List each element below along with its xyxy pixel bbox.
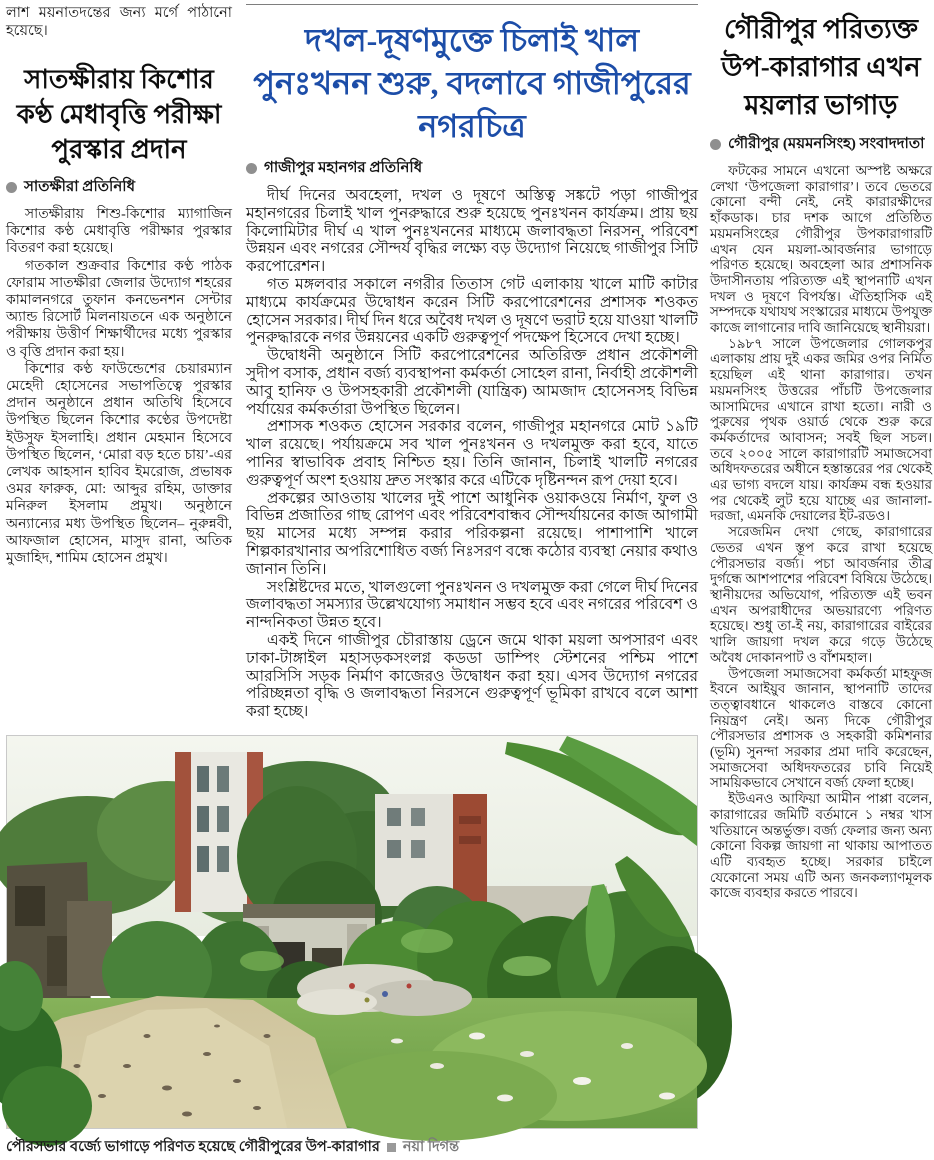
articles-row xyxy=(6,4,700,721)
byline-bullet-icon xyxy=(6,182,17,193)
paragraph: ফটকের সামনে এখনো অস্পষ্ট অক্ষরে লেখা ‘উপজেলা কারাগার’। তবে ভেতরে কোনো বন্দী নেই, নেই কারারক্ষীদের হাঁকডাক। চার দশক আগে প্রতিষ্ঠিত ময়মনসিংহের গৌরীপুর উপকারাগারটি এখন যেন ময়লা-আবর্জনার ভাগাড়ে পরিণত হয়েছে। অবহেলা আর প্রশাসনিক উদাসীনতায় পরিত্যক্ত এই স্থাপনাটি এখন দখল ও দূষণে বিপর্যস্ত। ঐতিহাসিক এই সম্পদকে যথাযথ সংস্কারের মাধ্যমে উপযুক্ত কাজে লাগানোর দাবি জানিয়েছে স্থানীয়রা। xyxy=(710,163,932,336)
satkhira-body xyxy=(6,206,232,567)
paragraph: উপজেলা সমাজসেবা কর্মকর্তা মাহফুজ ইবনে আইয়ুব জানান, স্থাপনাটি তাদের তত্ত্বাবধানে থাকলেও বাস্তবে কোনো নিয়ন্ত্রণ নেই। অন্য দিকে গৌরীপুর পৌরসভার প্রশাসক ও সহকারী কমিশনার (ভূমি) সুনন্দা সরকার প্রমা দাবি করেছেন, সমাজসেবা অধিদফতরের চাবি নিয়েই সাময়িকভাবে সেখানে বর্জ্য ফেলা হচ্ছে। xyxy=(710,665,932,791)
satkhira-headline: সাতক্ষীরায় কিশোর কণ্ঠ মেধাবৃত্তি পরীক্ষা পুরস্কার প্রদান xyxy=(16,65,222,164)
paragraph: ১৯৮৭ সালে উপজেলার গোলকপুর এলাকায় প্রায় দুই একর জমির ওপর নির্মিত হয়েছিল এই থানা কারাগার। তখন ময়মনসিংহ উত্তরের পাঁচটি উপজেলার আসামিদের এখানে রাখা হতো। নারী ও পুরুষের পৃথক ওয়ার্ড থেকে শুরু করে কর্মকর্তাদের আবাসন; সবই ছিল সচল। তবে ২০০৫ সালে কারাগারটি সমাজসেবা অধিদফতরের অধীনে হস্তান্তরের পর থেকেই এর ভাগ্য বদলে যায়। কার্যক্রম বন্ধ হওয়ার পর থেকেই লুট হয়ে যাচ্ছে এর জানালা-দরজা, এমনকি দেয়ালের ইট-রডও। xyxy=(710,335,932,524)
article-gouripur xyxy=(710,4,932,1160)
paragraph: সরেজমিন দেখা গেছে, কারাগারের ভেতর এখন স্তূপ করে রাখা হয়েছে পৌরসভার বর্জ্য। পচা আবর্জনার তীব্র দুর্গন্ধে আশপাশের পরিবেশ বিষিয়ে উঠেছে। স্থানীয়দের অভিযোগ, পরিত্যক্ত এই ভবন এখন অপরাধীদের অভয়ারণ্যে পরিণত হয়েছে। শুধু তা-ই নয়, কারাগারের বাইরের খালি জায়গা দখল করে গড়ে উঠেছে অবৈধ দোকানপাট ও বাঁশমহাল। xyxy=(710,524,932,665)
gouripur-body xyxy=(710,163,932,901)
paragraph: প্রশাসক শওকত হোসেন সরকার বলেন, গাজীপুর মহানগরে মোট ১৯টি খাল রয়েছে। পর্যায়ক্রমে সব খাল পুনঃখনন ও দখলমুক্ত করা হবে, যাতে পানির স্বাভাবিক প্রবাহ নিশ্চিত হয়। তিনি জানান, চিলাই খালটি নগরের গুরুত্বপূর্ণ অংশ হওয়ায় দ্রুত সংস্কার করে এটিকে দৃষ্টিনন্দন রূপ দেয়া হবে। xyxy=(246,418,698,489)
photo-caption-text: পৌরসভার বর্জ্যে ভাগাড়ে পরিণত হয়েছে গৌরীপুরের উপ-কারাগার xyxy=(6,1138,380,1155)
previous-article-tail: লাশ ময়নাতদন্তের জন্য মর্গে পাঠানো হয়েছে। xyxy=(6,5,232,39)
byline-bullet-icon xyxy=(246,163,257,174)
news-photo xyxy=(6,735,698,1129)
byline-label: গৌরীপুর (ময়মনসিংহ) সংবাদদাতা xyxy=(728,136,925,152)
article-satkhira xyxy=(6,4,232,721)
byline-bullet-icon xyxy=(710,139,721,150)
byline-label: সাতক্ষীরা প্রতিনিধি xyxy=(24,179,135,195)
byline-label: গাজীপুর মহানগর প্রতিনিধি xyxy=(264,160,423,176)
photo-caption xyxy=(6,1136,700,1160)
gouripur-headline: গৌরীপুর পরিত্যক্ত উপ-কারাগার এখন ময়লার ভাগাড় xyxy=(721,14,921,120)
article-chilai-khal xyxy=(246,4,698,721)
paragraph: সাতক্ষীরায় শিশু-কিশোর ম্যাগাজিন কিশোর কণ্ঠ মেধাবৃত্তি পরীক্ষার পুরস্কার বিতরণ করা হয়েছে। xyxy=(6,207,232,257)
paragraph: কিশোর কণ্ঠ ফাউন্ডেশের চেয়ারম্যান মেহেদী হোসেনের সভাপতিত্বে পুরস্কার প্রদান অনুষ্ঠানে প্রধান অতিথি হিসেবে উপস্থিত ছিলেন কিশোর কণ্ঠের উপদেষ্টা ইউসুফ ইসলাহি। প্রধান মেহমান হিসেবে উপস্থিত ছিলেন, ‘মোরা বড় হতে চায়’-এর লেখক আহসান হাবিব ইমরোজ, প্রভাষক ওমর ফারুক, মো: আব্দুর রহিম, ডাক্তার মনিরুল ইসলাম প্রমুখ। অনুষ্ঠানে অন্যান্যের মধ্য উপস্থিত ছিলেন– নুরুন্নবী, আফজাল হোসেন, মাসুদ রানা, অতিক মুজাহিদ, শামিম হোসেন প্রমুখ। xyxy=(6,361,232,567)
paragraph: দীর্ঘ দিনের অবহেলা, দখল ও দূষণে অস্তিত্ব সঙ্কটে পড়া গাজীপুর মহানগরের চিলাই খাল পুনরুদ্ধারে শুরু হয়েছে পুনঃখনন কার্যক্রম। প্রায় ছয় কিলোমিটার দীর্ঘ এ খাল পুনঃখননের মাধ্যমে জলাবদ্ধতা নিরসন, পরিবেশ উন্নয়ন এবং নগরের সৌন্দর্য বৃদ্ধির লক্ষ্যে বড় উদ্যোগ নিয়েছে গাজীপুর সিটি করপোরেশন। xyxy=(246,187,698,276)
news-photo-block xyxy=(6,735,700,1160)
abandoned-jail-photo-illustration xyxy=(7,736,697,1128)
satkhira-byline xyxy=(6,175,232,200)
main-body xyxy=(246,187,698,721)
paragraph: প্রকল্পের আওতায় খালের দুই পাশে আধুনিক ওয়াকওয়ে নির্মাণ, ফুল ও বিভিন্ন প্রজাতির গাছ রোপণ এবং পরিবেশবান্ধব সৌন্দর্যায়নের কাজ আগামী ছয় মাসের মধ্যে সম্পন্ন করার পরিকল্পনা রয়েছে। পাশাপাশি খালে শিল্পকারখানার অপরিশোধিত বর্জ্য নিঃসরণ বন্ধে কঠোর ব্যবস্থা নেয়ার কথাও জানান তিনি। xyxy=(246,489,698,578)
gouripur-byline xyxy=(710,132,932,157)
paragraph: গত মঙ্গলবার সকালে নগরীর তিতাস গেট এলাকায় খালে মাটি কাটার মাধ্যমে কার্যক্রমের উদ্বোধন করেন সিটি করপোরেশনের প্রশাসক শওকত হোসেন সরকার। দীর্ঘ দিন ধরে অবৈধ দখল ও দূষণে ভরাট হয়ে যাওয়া খালটি পুনরুদ্ধারকে নগর উন্নয়নের একটি গুরুত্বপূর্ণ পদক্ষেপ হিসেবে দেখা হচ্ছে। xyxy=(246,275,698,347)
main-headline: দখল-দূষণমুক্তে চিলাই খাল পুনঃখনন শুরু, বদলাবে গাজীপুরের নগরচিত্র xyxy=(253,22,691,144)
paragraph: গতকাল শুক্রবার কিশোর কণ্ঠ পাঠক ফোরাম সাতক্ষীরা জেলার উদ্যোগ শহরের কামালনগরে তুফান কনভেনশন সেন্টার অ্যান্ড রিসোর্ট মিলনায়তনে এক অনুষ্ঠানে পরীক্ষায় উত্তীর্ণ শিক্ষার্থীদের মধ্যে পুরস্কার ও বৃত্তি প্রদান করা হয়। xyxy=(6,258,232,360)
main-byline xyxy=(246,156,698,181)
paragraph: ইউএনও আফিয়া আমীন পাপ্পা বলেন, কারাগারের জমিটি বর্তমানে ১ নম্বর খাস খতিয়ানে অন্তর্ভুক্ত। বর্জ্য ফেলার জন্য অন্য কোনো বিকল্প জায়গা না থাকায় আপাতত এটি ব্যবহৃত হচ্ছে। সরকার চাইলে যেকোনো সময় এটি অন্য জনকল্যাণমূলক কাজে ব্যবহার করতে পারবে। xyxy=(710,791,932,901)
paragraph: উদ্বোধনী অনুষ্ঠানে সিটি করপোরেশনের অতিরিক্ত প্রধান প্রকৌশলী সুদীপ বসাক, প্রধান বর্জ্য ব্যবস্থাপনা কর্মকর্তা সোহেল রানা, নির্বাহী প্রকৌশলী আবু হানিফ ও উপসহকারী প্রকৌশলী (যান্ত্রিক) আমজাদ হোসেনসহ বিভিন্ন পর্যায়ের কর্মকর্তারা উপস্থিত ছিলেন। xyxy=(246,347,698,418)
paragraph: সংশ্লিষ্টদের মতে, খালগুলো পুনঃখনন ও দখলমুক্ত করা গেলে দীর্ঘ দিনের জলাবদ্ধতা সমস্যার উল্লেখযোগ্য সমাধান সম্ভব হবে এবং নগরের পরিবেশ ও নান্দনিকতা উন্নত হবে। xyxy=(246,578,698,632)
credit-separator-icon xyxy=(387,1143,396,1152)
paragraph: একই দিনে গাজীপুর চৌরাস্তায় ড্রেনে জমে থাকা ময়লা অপসারণ এবং ঢাকা-টাঙ্গাইল মহাসড়কসংলগ্ন কডডা ডাম্পিং স্টেশনের পশ্চিম পাশে আরসিসি সড়ক নির্মাণ কাজেরও উদ্বোধন করা হয়। এসব উদ্যোগ নগরের পরিচ্ছন্নতা বৃদ্ধি ও জলাবদ্ধতা নিরসনে গুরুত্বপূর্ণ ভূমিকা রাখবে বলে আশা করা হচ্ছে। xyxy=(246,631,698,721)
photo-credit: নয়া দিগন্ত xyxy=(402,1138,460,1155)
left-zone xyxy=(6,4,700,1160)
